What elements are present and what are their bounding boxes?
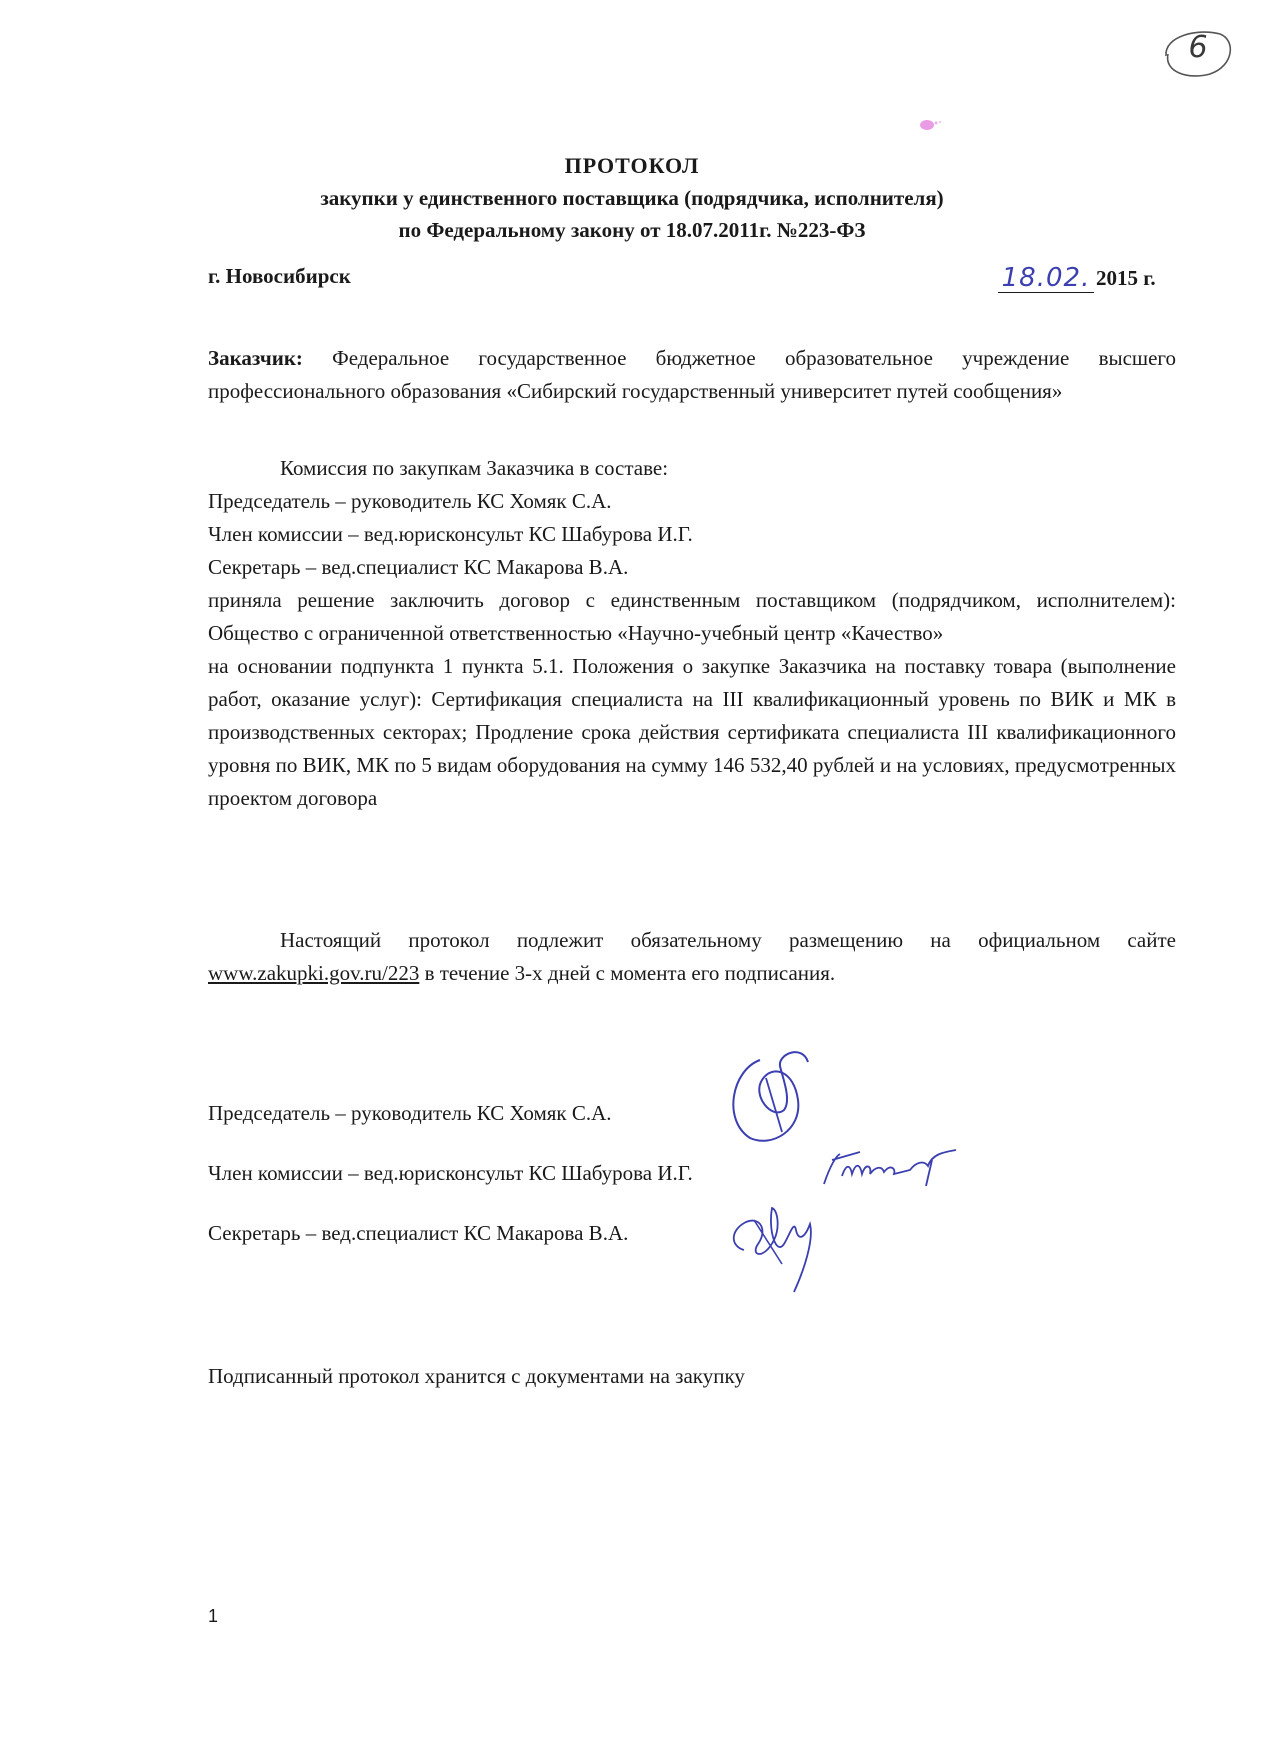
- commission-member: Секретарь – вед.специалист КС Макарова В.А.: [208, 555, 629, 579]
- signature-line-member: Член комиссии – вед.юрисконсульт КС Шабурова И.Г.: [208, 1161, 693, 1185]
- commission-intro: Комиссия по закупкам Заказчика в составе:: [280, 456, 669, 480]
- customer-text: Федеральное государственное бюджетное образовательное учреждение высшего профессионального образования «Сибирский государственный университет путей сообщения»: [208, 346, 1177, 403]
- commission-member: Член комиссии – вед.юрисконсульт КС Шабурова И.Г.: [208, 522, 693, 546]
- circled-page-number: 6: [1188, 30, 1208, 65]
- signature-line-chairman: Председатель – руководитель КС Хомяк С.А.: [208, 1101, 612, 1125]
- commission-member: Председатель – руководитель КС Хомяк С.А.: [208, 489, 612, 513]
- handwritten-signature-icon: [820, 1146, 960, 1192]
- handwritten-signature-icon: [722, 1040, 822, 1150]
- secretary-signature: [724, 1200, 834, 1296]
- publication-notice: [208, 924, 1176, 990]
- title-block: [0, 150, 1264, 246]
- storage-note: Подписанный протокол хранится с документами на закупку: [208, 1364, 745, 1388]
- signature-line-secretary: Секретарь – вед.специалист КС Макарова В.А.: [208, 1221, 629, 1245]
- notice-before-link: Настоящий протокол подлежит обязательному размещению на официальном сайте: [280, 928, 1176, 952]
- ink-stain-mark: [918, 116, 944, 132]
- commission-basis: на основании подпункта 1 пункта 5.1. Положения о закупке Заказчика на поставку товара (выполнение работ, оказание услуг): Сертификация специалиста на III квалификационный уровень по ВИК и МК в производственных секторах; Продление срока действия сертификата специалиста III квалификационного уровня по ВИК, МК по 5 видам оборудования на сумму 146 532,40 рублей и на условиях, предусмотренных проектом договора: [208, 654, 1176, 810]
- zakupki-link[interactable]: www.zakupki.gov.ru/223: [208, 961, 420, 985]
- notice-after-link: в течение 3-х дней с момента его подписания.: [419, 961, 836, 985]
- commission-decision: приняла решение заключить договор с единственным поставщиком (подрядчиком, исполнителем): Общество с ограниченной ответственностью «Научно-учебный центр «Качество»: [208, 588, 1176, 645]
- date-year: 2015 г.: [1096, 266, 1156, 290]
- document-title: ПРОТОКОЛ: [564, 153, 700, 178]
- commission-section: [208, 452, 1176, 815]
- document-date: [998, 262, 1156, 291]
- handwritten-date: 18.02.: [998, 264, 1094, 293]
- member-signature: [820, 1146, 960, 1192]
- place-of-signing: г. Новосибирск: [208, 264, 351, 288]
- customer-label: Заказчик:: [208, 346, 303, 370]
- notice-text: [208, 924, 1176, 990]
- handwritten-signature-icon: [724, 1200, 834, 1296]
- customer-paragraph: [208, 342, 1176, 408]
- document-subtitle-2: по Федеральному закону от 18.07.2011г. №223-ФЗ: [398, 218, 866, 242]
- circled-page-mark: [1158, 26, 1238, 80]
- page-number: 1: [208, 1606, 219, 1626]
- document-subtitle-1: закупки у единственного поставщика (подрядчика, исполнителя): [320, 186, 944, 210]
- chairman-signature: [722, 1040, 822, 1150]
